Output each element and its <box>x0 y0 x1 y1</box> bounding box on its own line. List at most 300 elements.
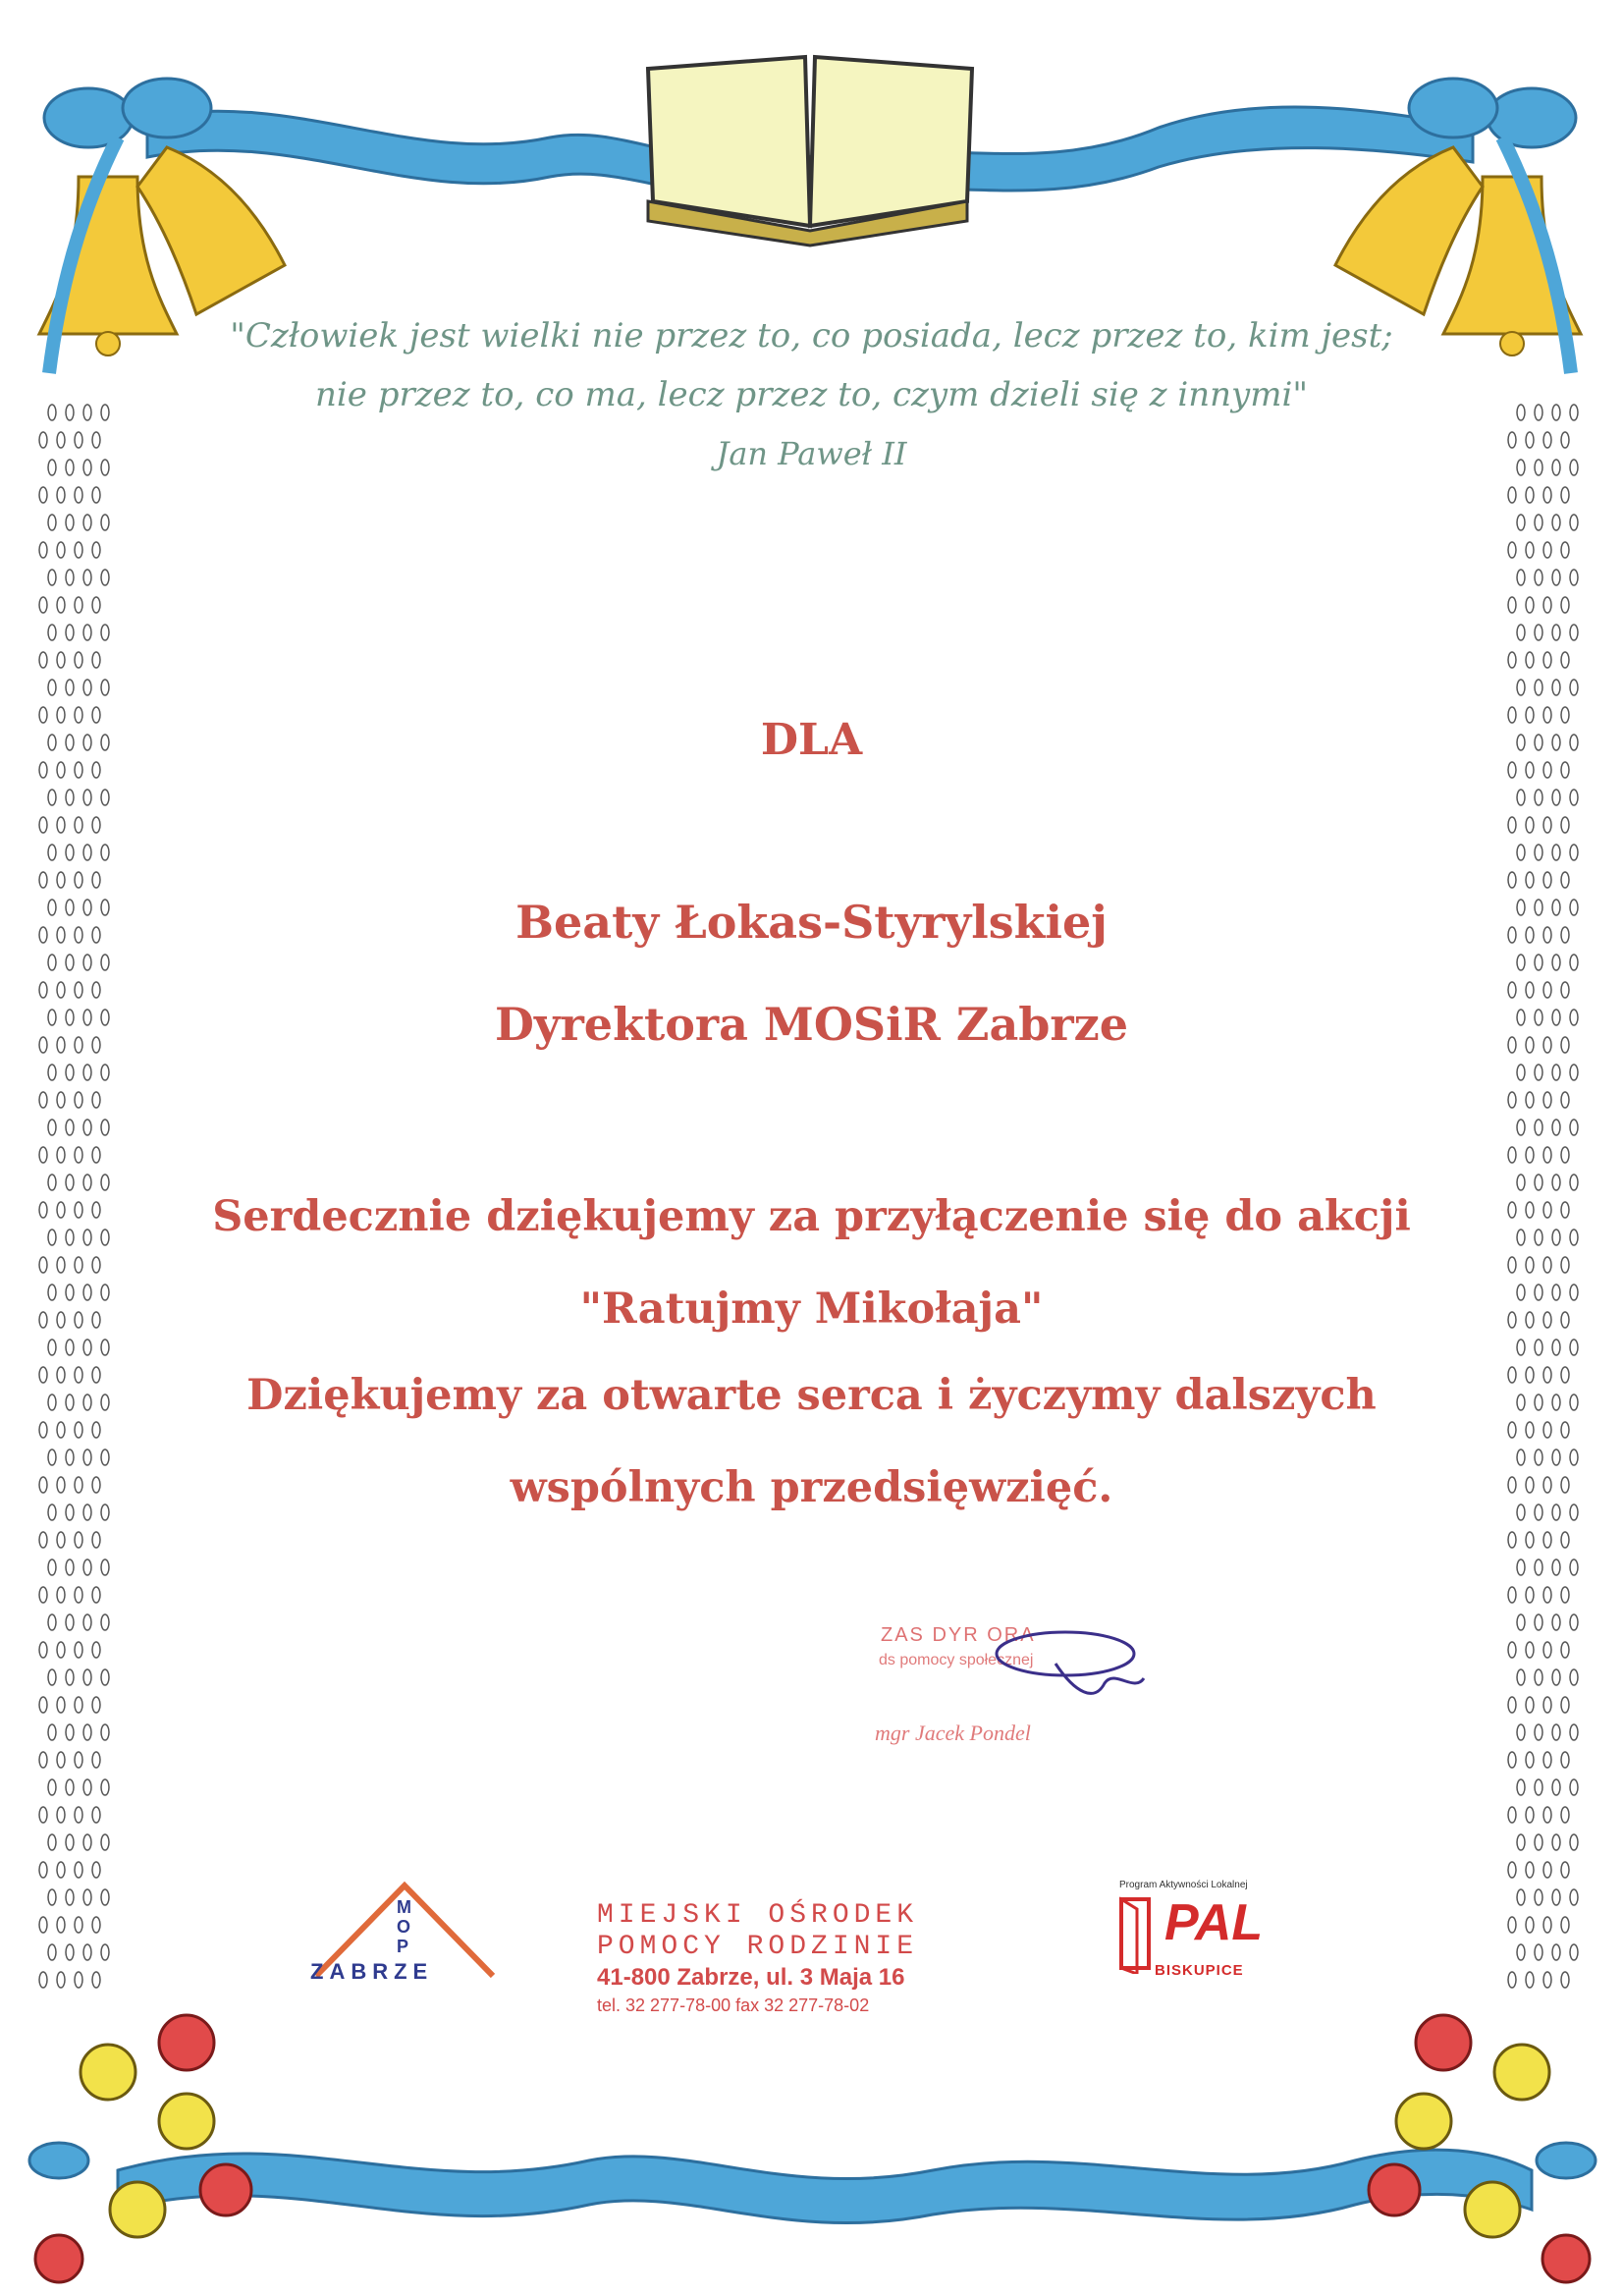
pattern-dot <box>101 680 109 695</box>
pattern-dot <box>57 1752 65 1768</box>
pattern-dot <box>48 1120 56 1135</box>
pattern-dot <box>92 1862 100 1878</box>
pattern-dot <box>83 1614 91 1630</box>
pattern-dot <box>39 487 47 503</box>
pattern-dot <box>1552 1944 1560 1960</box>
pattern-dot <box>66 1669 74 1685</box>
pattern-dot <box>39 1147 47 1163</box>
pattern-dot <box>1561 1587 1569 1603</box>
pattern-dot <box>57 1092 65 1108</box>
pattern-dot <box>1508 1257 1516 1273</box>
pattern-dot <box>75 1642 82 1658</box>
pattern-dot <box>57 1972 65 1988</box>
pattern-dot <box>1552 1559 1560 1575</box>
pattern-dot <box>92 1587 100 1603</box>
pattern-dot <box>48 790 56 805</box>
pattern-dot <box>1517 845 1525 860</box>
mopr-line-4: tel. 32 277-78-00 fax 32 277-78-02 <box>597 1995 870 2015</box>
pattern-dot <box>1517 515 1525 530</box>
pattern-dot <box>83 1175 91 1190</box>
pattern-dot <box>48 625 56 640</box>
pattern-dot <box>75 872 82 888</box>
pattern-dot <box>1561 597 1569 613</box>
pattern-dot <box>1526 1092 1534 1108</box>
pattern-dot <box>57 652 65 668</box>
pattern-dot <box>39 652 47 668</box>
pattern-dot <box>83 1834 91 1850</box>
pattern-dot <box>75 1917 82 1933</box>
pattern-dot <box>83 515 91 530</box>
pattern-dot <box>39 1257 47 1273</box>
pattern-dot <box>39 817 47 833</box>
pattern-dot <box>92 1807 100 1823</box>
pattern-dot <box>83 1669 91 1685</box>
pattern-dot <box>1561 542 1569 558</box>
pattern-dot <box>1517 1065 1525 1080</box>
pattern-dot <box>1535 1339 1542 1355</box>
pattern-dot <box>101 1834 109 1850</box>
quote-line-2: nie przez to, co ma, lecz przez to, czym dzieli się z innymi" <box>315 375 1308 414</box>
pattern-dot <box>1526 1972 1534 1988</box>
pattern-dot <box>75 1257 82 1273</box>
pattern-dot <box>1526 1862 1534 1878</box>
pattern-dot <box>75 982 82 998</box>
pattern-dot <box>1570 1065 1578 1080</box>
pattern-dot <box>1570 1614 1578 1630</box>
pattern-dot <box>101 845 109 860</box>
pattern-dot <box>57 487 65 503</box>
pattern-dot <box>48 1339 56 1355</box>
pattern-dot <box>1535 1065 1542 1080</box>
pattern-dot <box>1570 790 1578 805</box>
pattern-dot <box>1570 1889 1578 1905</box>
pattern-dot <box>39 982 47 998</box>
pattern-dot <box>57 1147 65 1163</box>
mop-letter-p: P <box>397 1937 409 1956</box>
pattern-dot <box>1543 1642 1551 1658</box>
pattern-dot <box>1526 1697 1534 1713</box>
pattern-dot <box>1526 1532 1534 1548</box>
pattern-dot <box>1526 487 1534 503</box>
pattern-dot <box>48 1944 56 1960</box>
pattern-dot <box>101 790 109 805</box>
pattern-dot <box>1552 1669 1560 1685</box>
message-line-1: Serdecznie dziękujemy za przyłączenie się do akcji <box>212 1192 1411 1241</box>
recipient-prefix: DLA <box>760 715 863 765</box>
pattern-dot <box>48 1889 56 1905</box>
pattern-dot <box>1508 597 1516 613</box>
pattern-dot <box>48 1779 56 1795</box>
pattern-dot <box>1570 1175 1578 1190</box>
pattern-dot <box>75 1752 82 1768</box>
pattern-dot <box>92 1917 100 1933</box>
pattern-dot <box>1517 1559 1525 1575</box>
mopr-line-3: 41-800 Zabrze, ul. 3 Maja 16 <box>597 1964 905 1991</box>
pattern-dot <box>1508 542 1516 558</box>
pattern-dot <box>101 1339 109 1355</box>
pattern-dot <box>1543 652 1551 668</box>
pattern-dot <box>1508 1422 1516 1438</box>
pattern-dot <box>1535 790 1542 805</box>
pattern-dot <box>1517 1944 1525 1960</box>
pattern-dot <box>48 1175 56 1190</box>
pattern-dot <box>1552 1834 1560 1850</box>
pattern-dot <box>1570 680 1578 695</box>
signature-icon <box>987 1624 1203 1713</box>
pattern-dot <box>1526 1752 1534 1768</box>
mopr-address-stamp <box>597 1900 918 2018</box>
pattern-dot <box>75 1972 82 1988</box>
pattern-dot <box>39 1422 47 1438</box>
pattern-dot <box>1570 1339 1578 1355</box>
pattern-dot <box>101 1065 109 1080</box>
pattern-dot <box>48 1614 56 1630</box>
pattern-dot <box>1543 1587 1551 1603</box>
pattern-dot <box>1508 1752 1516 1768</box>
pattern-dot <box>101 1614 109 1630</box>
pattern-dot <box>101 1724 109 1740</box>
pattern-dot <box>1552 625 1560 640</box>
pattern-dot <box>101 1120 109 1135</box>
pattern-dot <box>39 1752 47 1768</box>
pattern-dot <box>39 1862 47 1878</box>
pattern-dot <box>83 1724 91 1740</box>
pattern-dot <box>1508 1917 1516 1933</box>
official-stamp <box>869 1624 1203 1762</box>
pattern-dot <box>92 817 100 833</box>
pattern-dot <box>57 1587 65 1603</box>
pattern-dot <box>101 515 109 530</box>
pattern-dot <box>39 597 47 613</box>
pattern-dot <box>92 1532 100 1548</box>
mopr-line-1: MIEJSKI OŚRODEK <box>597 1900 919 1931</box>
mop-letter-o: O <box>397 1917 411 1937</box>
pattern-dot <box>57 1642 65 1658</box>
pattern-dot <box>1535 570 1542 585</box>
pattern-dot <box>66 1724 74 1740</box>
pattern-dot <box>48 1669 56 1685</box>
pattern-dot <box>57 1532 65 1548</box>
pattern-dot <box>1561 1862 1569 1878</box>
pattern-dot <box>92 872 100 888</box>
pattern-dot <box>1508 1147 1516 1163</box>
pattern-dot <box>101 1669 109 1685</box>
pattern-dot <box>75 1147 82 1163</box>
pattern-dot <box>1561 652 1569 668</box>
pattern-dot <box>1508 652 1516 668</box>
pattern-dot <box>1517 1614 1525 1630</box>
pattern-dot <box>1543 1862 1551 1878</box>
pattern-dot <box>92 982 100 998</box>
pattern-dot <box>1570 845 1578 860</box>
pattern-dot <box>1508 817 1516 833</box>
pattern-dot <box>1570 955 1578 970</box>
stamp-line-1: ZAS DYR ORA <box>881 1624 1036 1646</box>
pattern-dot <box>83 1889 91 1905</box>
pattern-dot <box>1508 1807 1516 1823</box>
pattern-dot <box>1517 1834 1525 1850</box>
book-icon <box>648 57 972 246</box>
pattern-dot <box>1526 1642 1534 1658</box>
pattern-dot <box>75 542 82 558</box>
pattern-dot <box>75 652 82 668</box>
pattern-dot <box>1535 1944 1542 1960</box>
pattern-dot <box>66 680 74 695</box>
pattern-dot <box>1517 1669 1525 1685</box>
pattern-dot <box>1552 790 1560 805</box>
door-icon <box>1117 1895 1157 1974</box>
pattern-dot <box>1526 982 1534 998</box>
pattern-dot <box>1543 597 1551 613</box>
pattern-dot <box>1508 1092 1516 1108</box>
pattern-dot <box>1561 872 1569 888</box>
pal-name: PAL <box>1164 1894 1264 1951</box>
pattern-dot <box>1561 487 1569 503</box>
pattern-dot <box>101 1779 109 1795</box>
pattern-dot <box>66 625 74 640</box>
pattern-dot <box>39 1917 47 1933</box>
pattern-dot <box>1543 1147 1551 1163</box>
message-line-2: "Ratujmy Mikołaja" <box>579 1285 1044 1334</box>
pattern-dot <box>66 790 74 805</box>
pattern-dot <box>57 1422 65 1438</box>
pattern-dot <box>92 1092 100 1108</box>
pal-program: Program Aktywności Lokalnej <box>1119 1880 1248 1890</box>
pattern-dot <box>48 570 56 585</box>
pattern-dot <box>1561 817 1569 833</box>
pattern-dot <box>1526 1257 1534 1273</box>
recipient-title: Dyrektora MOSiR Zabrze <box>494 998 1129 1051</box>
pattern-dot <box>83 1065 91 1080</box>
quote-line-1: "Człowiek jest wielki nie przez to, co posiada, lecz przez to, kim jest; <box>230 316 1393 355</box>
pattern-dot <box>66 955 74 970</box>
pattern-dot <box>75 597 82 613</box>
pattern-dot <box>1535 625 1542 640</box>
pattern-dot <box>1552 1724 1560 1740</box>
pattern-dot <box>83 1559 91 1575</box>
pattern-dot <box>1517 790 1525 805</box>
pattern-dot <box>1561 982 1569 998</box>
pattern-dot <box>1552 1614 1560 1630</box>
pattern-dot <box>83 955 91 970</box>
pattern-dot <box>1535 1724 1542 1740</box>
pattern-dot <box>1552 1889 1560 1905</box>
pattern-dot <box>83 790 91 805</box>
pattern-dot <box>39 1697 47 1713</box>
pattern-dot <box>1543 487 1551 503</box>
pattern-dot <box>1561 1532 1569 1548</box>
pattern-dot <box>1517 1724 1525 1740</box>
pattern-dot <box>83 845 91 860</box>
recipient-name: Beaty Łokas-Styrylskiej <box>515 896 1108 949</box>
pattern-dot <box>1535 1559 1542 1575</box>
pal-logo <box>1108 1880 1304 1988</box>
pattern-dot <box>66 1614 74 1630</box>
mop-city: ZABRZE <box>310 1959 434 1984</box>
pattern-dot <box>1561 1642 1569 1658</box>
pattern-dot <box>1543 1532 1551 1548</box>
pattern-dot <box>39 1532 47 1548</box>
pattern-dot <box>48 845 56 860</box>
pattern-dot <box>1535 1120 1542 1135</box>
pattern-dot <box>1535 1834 1542 1850</box>
pattern-dot <box>57 1917 65 1933</box>
pattern-dot <box>92 1422 100 1438</box>
pattern-dot <box>1570 1724 1578 1740</box>
pattern-dot <box>1535 1669 1542 1685</box>
pattern-dot <box>1543 1422 1551 1438</box>
pattern-dot <box>57 542 65 558</box>
pattern-dot <box>1561 1092 1569 1108</box>
pattern-dot <box>57 982 65 998</box>
pattern-dot <box>1570 1559 1578 1575</box>
pattern-dot <box>39 542 47 558</box>
pattern-dot <box>101 570 109 585</box>
pattern-dot <box>1526 1422 1534 1438</box>
pattern-dot <box>1517 1779 1525 1795</box>
pattern-dot <box>57 1807 65 1823</box>
pattern-dot <box>1508 1697 1516 1713</box>
pattern-dot <box>1517 1339 1525 1355</box>
pattern-dot <box>66 1944 74 1960</box>
pattern-dot <box>1543 1092 1551 1108</box>
pattern-dot <box>92 597 100 613</box>
quote-author: Jan Paweł II <box>716 435 907 472</box>
stamp-line-2: ds pomocy społecznej <box>879 1652 1034 1668</box>
pattern-dot <box>1561 1422 1569 1438</box>
pattern-dot <box>1508 872 1516 888</box>
pattern-dot <box>39 1587 47 1603</box>
pattern-dot <box>92 1147 100 1163</box>
pattern-dot <box>1508 982 1516 998</box>
pattern-dot <box>48 1065 56 1080</box>
pattern-dot <box>1508 1532 1516 1548</box>
message-line-3: Dziękujemy za otwarte serca i życzymy dalszych <box>246 1371 1377 1420</box>
right-flowers-icon <box>1369 2015 1596 2282</box>
pattern-dot <box>83 1944 91 1960</box>
pattern-dot <box>66 1559 74 1575</box>
pattern-dot <box>66 515 74 530</box>
pattern-dot <box>66 1339 74 1355</box>
stamp-signer: mgr Jacek Pondel <box>875 1721 1031 1745</box>
pattern-dot <box>1552 570 1560 585</box>
pattern-dot <box>92 1972 100 1988</box>
pattern-dot <box>1517 1889 1525 1905</box>
pattern-dot <box>75 1862 82 1878</box>
pattern-dot <box>1552 1779 1560 1795</box>
pattern-dot <box>1543 542 1551 558</box>
pattern-dot <box>1570 1834 1578 1850</box>
pattern-dot <box>1535 680 1542 695</box>
pattern-dot <box>1543 1697 1551 1713</box>
pattern-dot <box>1517 625 1525 640</box>
pattern-dot <box>1561 1257 1569 1273</box>
pattern-dot <box>1526 1147 1534 1163</box>
pattern-dot <box>39 1807 47 1823</box>
pattern-dot <box>1543 872 1551 888</box>
pattern-dot <box>57 597 65 613</box>
pattern-dot <box>83 1120 91 1135</box>
pattern-dot <box>1570 1944 1578 1960</box>
pattern-dot <box>1543 1807 1551 1823</box>
pattern-dot <box>39 1642 47 1658</box>
pattern-dot <box>92 487 100 503</box>
pattern-dot <box>92 1697 100 1713</box>
pattern-dot <box>75 1532 82 1548</box>
pattern-dot <box>101 625 109 640</box>
pattern-dot <box>1561 1807 1569 1823</box>
pattern-dot <box>1508 487 1516 503</box>
pattern-dot <box>1570 1779 1578 1795</box>
pattern-dot <box>75 1807 82 1823</box>
pattern-dot <box>1552 845 1560 860</box>
pattern-dot <box>75 1697 82 1713</box>
pattern-dot <box>101 1559 109 1575</box>
pattern-dot <box>57 1697 65 1713</box>
pattern-dot <box>1543 982 1551 998</box>
pattern-dot <box>1526 1917 1534 1933</box>
pattern-dot <box>1535 1175 1542 1190</box>
mop-letter-m: M <box>397 1897 411 1917</box>
pattern-dot <box>1570 1120 1578 1135</box>
pattern-dot <box>1535 1614 1542 1630</box>
pattern-dot <box>1517 1175 1525 1190</box>
message-line-4: wspólnych przedsięwzięć. <box>510 1463 1113 1512</box>
pattern-dot <box>48 680 56 695</box>
pattern-dot <box>1552 1175 1560 1190</box>
pattern-dot <box>1543 1972 1551 1988</box>
pattern-dot <box>39 1972 47 1988</box>
pattern-dot <box>66 1779 74 1795</box>
pattern-dot <box>1543 1257 1551 1273</box>
pattern-dot <box>101 955 109 970</box>
pattern-dot <box>1526 1807 1534 1823</box>
pattern-dot <box>39 1092 47 1108</box>
pattern-dot <box>1552 955 1560 970</box>
pattern-dot <box>1552 1339 1560 1355</box>
pattern-dot <box>1526 597 1534 613</box>
pattern-dot <box>1517 680 1525 695</box>
pattern-dot <box>66 1889 74 1905</box>
pattern-dot <box>1508 1862 1516 1878</box>
pattern-dot <box>48 1834 56 1850</box>
pattern-dot <box>1552 1120 1560 1135</box>
pattern-dot <box>1508 1972 1516 1988</box>
pattern-dot <box>1570 570 1578 585</box>
pattern-dot <box>1543 1752 1551 1768</box>
pattern-dot <box>92 1642 100 1658</box>
pattern-dot <box>75 1092 82 1108</box>
pattern-dot <box>1526 872 1534 888</box>
pattern-dot <box>48 1559 56 1575</box>
pattern-dot <box>1508 1587 1516 1603</box>
pattern-dot <box>92 542 100 558</box>
pattern-dot <box>1561 1972 1569 1988</box>
pattern-dot <box>1526 652 1534 668</box>
pattern-dot <box>1508 1642 1516 1658</box>
pattern-dot <box>1517 955 1525 970</box>
pattern-dot <box>101 1175 109 1190</box>
left-flowers-icon <box>29 2015 251 2282</box>
pal-district: BISKUPICE <box>1155 1962 1244 1979</box>
pattern-dot <box>101 1889 109 1905</box>
pattern-dot <box>1526 817 1534 833</box>
pattern-dot <box>1570 625 1578 640</box>
pattern-dot <box>83 680 91 695</box>
pattern-dot <box>57 1862 65 1878</box>
pattern-dot <box>92 652 100 668</box>
pattern-dot <box>1570 1669 1578 1685</box>
